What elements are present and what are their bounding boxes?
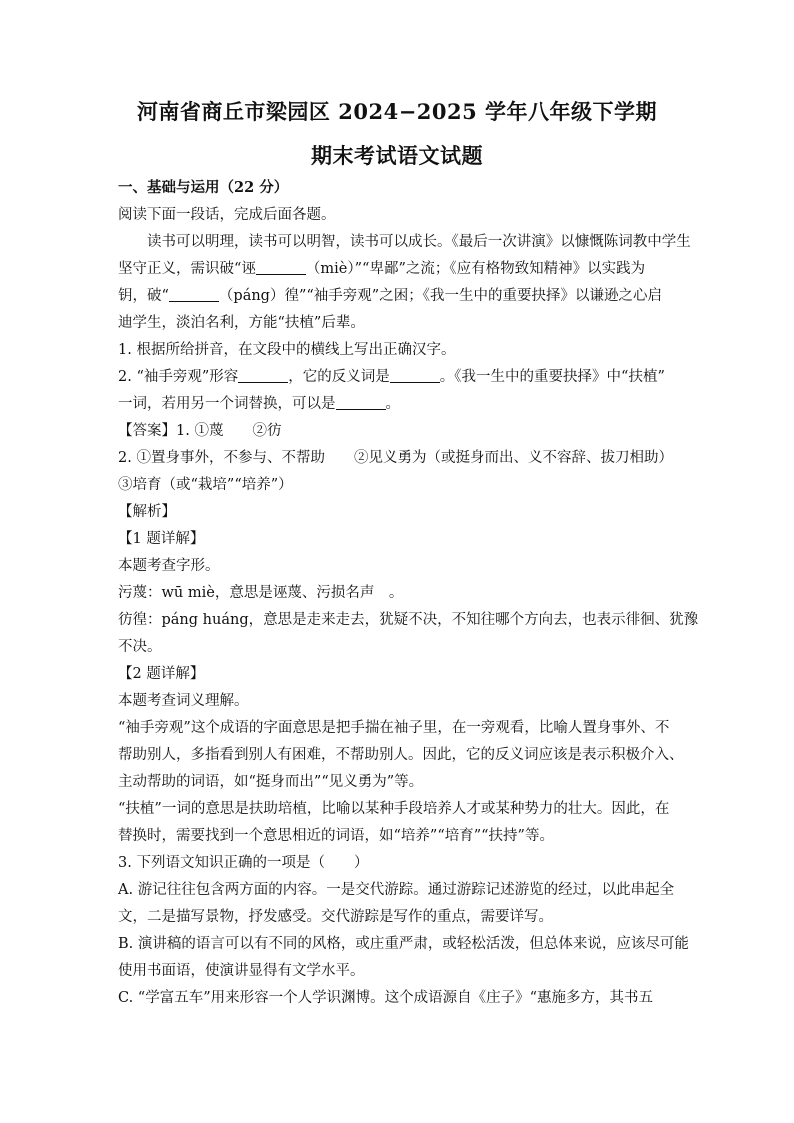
exam-title-line2: 期末考试语文试题	[311, 143, 483, 168]
detail-text: “扶植”一词的意思是扶助培植，比喻以某种手段培养人才或某种势力的壮大。因此，在	[118, 801, 670, 817]
passage-line	[118, 259, 678, 279]
option-a: A. 游记往往包含两方面的内容。一是交代游踪。通过游踪记述游览的经过，以此串起全	[118, 882, 675, 898]
passage-text: （miè）”“卑鄙”之流；《应有格物致知精神》以实践为	[305, 261, 646, 277]
detail-text: 帮助别人，多指看到别人有困难，不帮助别人。因此，它的反义词应该是表示积极介入、	[118, 747, 684, 763]
detail-text: 污蔑：wū miè，意思是诬蔑、污损名声 。	[118, 585, 404, 601]
question-3: 3. 下列语文知识正确的一项是（ ）	[118, 855, 369, 871]
answer-line: ③培育（或“栽培”“培养”）	[118, 477, 293, 493]
detail-text: 不决。	[118, 639, 162, 655]
analysis-heading: 【解析】	[118, 504, 176, 520]
option-c: C. “学富五车”用来形容一个人学识渊博。这个成语源自《庄子》“惠施多方，其书五	[118, 990, 654, 1006]
passage-text: 坚守正义，需识破“诬	[118, 261, 256, 277]
answer-line: 2. ①置身事外，不参与、不帮助 ②见义勇为（或挺身而出、义不容辞、拔刀相助）	[118, 450, 673, 466]
question-text: 。《我一生中的重要抉择》中“扶植”	[439, 369, 665, 385]
passage-line	[118, 286, 678, 306]
question-text: ，它的反义词是	[288, 369, 390, 385]
answer-blank	[256, 260, 306, 275]
answer-blank	[336, 395, 386, 410]
passage-line: 迪学生，淡泊名利，方能“扶植”后辈。	[118, 315, 365, 331]
detail-text: 主动帮助的词语，如“挺身而出”“见义勇为”等。	[118, 774, 424, 790]
answer-line: 【答案】1. ①蔑 ②彷	[118, 423, 282, 439]
question-text: 一词，若用另一个词替换，可以是	[118, 396, 336, 412]
question-text: 2. “袖手旁观”形容	[118, 369, 239, 385]
exam-title-line1: 河南省商丘市梁园区 2024−2025 学年八年级下学期	[136, 99, 658, 124]
detail-text: 本题考查字形。	[118, 558, 220, 574]
question-1: 1. 根据所给拼音，在文段中的横线上写出正确汉字。	[118, 342, 456, 358]
detail-text: 替换时，需要找到一个意思相近的词语，如“培养”“培育”“扶持”等。	[118, 828, 554, 844]
option-b: B. 演讲稿的语言可以有不同的风格，或庄重严肃，或轻松活泼，但总体来说，应该尽可能	[118, 936, 689, 952]
answer-blank	[238, 368, 288, 383]
answer-blank	[390, 368, 440, 383]
question-text: 。	[385, 396, 400, 412]
passage-text: （páng）徨”“袖手旁观”之困；《我一生中的重要抉择》以谦逊之心启	[218, 288, 662, 304]
answer-blank	[169, 287, 219, 302]
option-b-cont: 使用书面语，使演讲显得有文学水平。	[118, 963, 365, 979]
passage-text: 钥，破“	[118, 288, 169, 304]
question-2-line2	[118, 394, 678, 414]
question-2	[118, 367, 678, 387]
option-a-cont: 文，二是描写景物，抒发感受。交代游踪是写作的重点，需要详写。	[118, 909, 553, 925]
detail-text: 本题考查词义理解。	[118, 693, 249, 709]
detail-text: 彷徨：páng huáng，意思是走来走去，犹疑不决，不知往哪个方向去，也表示徘徊、犹豫	[118, 612, 699, 628]
instruction-text: 阅读下面一段话，完成后面各题。	[118, 207, 336, 223]
passage-line: 读书可以明理，读书可以明智，读书可以成长。《最后一次讲演》以慷慨陈词教中学生	[147, 234, 691, 250]
detail-text: “袖手旁观”这个成语的字面意思是把手揣在袖子里，在一旁观看，比喻人置身事外、不	[118, 720, 670, 736]
detail-heading: 【2 题详解】	[118, 666, 205, 682]
detail-heading: 【1 题详解】	[118, 531, 205, 547]
section-heading: 一、基础与运用（22 分）	[118, 179, 289, 196]
